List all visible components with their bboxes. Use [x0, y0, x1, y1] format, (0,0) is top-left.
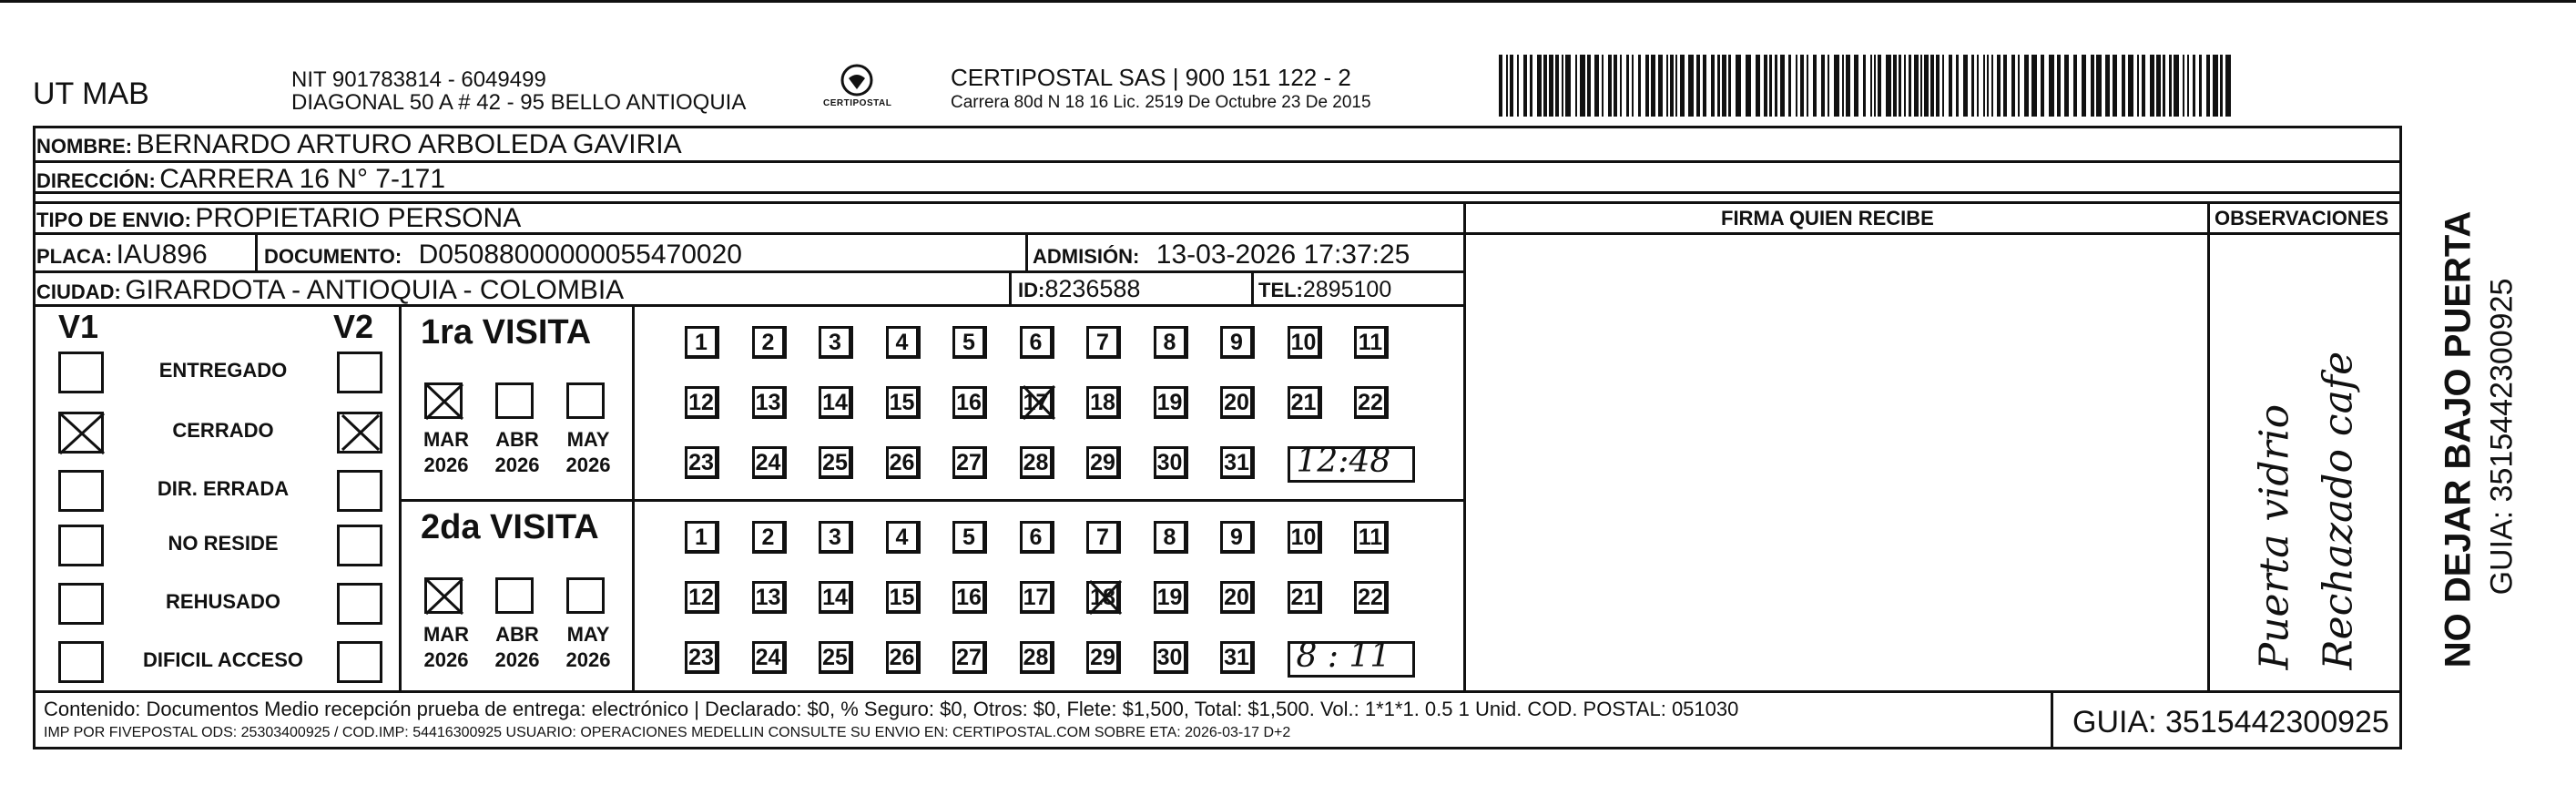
- barcode-bar: [2142, 55, 2145, 117]
- calendar-day-mark: [1022, 384, 1056, 421]
- barcode-bar: [2225, 55, 2231, 117]
- barcode-bar: [2011, 55, 2015, 117]
- col-line: [1251, 272, 1254, 304]
- status-v2-checkbox: [337, 352, 382, 393]
- barcode-bar: [1977, 55, 1979, 117]
- tel-field: [1258, 277, 1391, 303]
- status-label: NO RESIDE: [168, 532, 279, 555]
- calendar-day: 5: [952, 326, 987, 359]
- barcode-bar: [1666, 55, 1668, 117]
- barcode-bar: [1780, 55, 1785, 117]
- calendar-day: 4: [886, 326, 921, 359]
- visit-title: 1ra VISITA: [421, 313, 592, 352]
- visit-month-checkbox: [566, 382, 605, 419]
- calendar-day: 17: [1020, 581, 1054, 614]
- barcode-bar: [2163, 55, 2165, 117]
- barcode-bar: [2031, 55, 2037, 117]
- visit-year: 2026: [423, 648, 469, 671]
- barcode-bar: [2073, 55, 2077, 117]
- barcode-bar: [1703, 55, 1706, 117]
- barcode-bar: [1530, 55, 1532, 117]
- barcode-bar: [1722, 55, 1726, 117]
- barcode: [1499, 55, 2227, 117]
- barcode-bar: [1736, 55, 1741, 117]
- barcode-bar: [1658, 55, 1663, 117]
- tel-value: 2895100: [1302, 277, 1392, 302]
- calendar-day: 3: [819, 521, 853, 554]
- visit-month: ABR: [495, 428, 539, 451]
- calendar-day: 20: [1220, 386, 1255, 419]
- calendar-day: 6: [1020, 521, 1054, 554]
- status-v2-check-mark: [341, 413, 381, 452]
- calendar-day: 10: [1288, 326, 1322, 359]
- barcode-bar: [2041, 55, 2044, 117]
- barcode-bar: [1997, 55, 2001, 117]
- barcode-bar: [2150, 55, 2154, 117]
- tipo-field: [36, 203, 521, 234]
- barcode-bar: [1834, 55, 1839, 117]
- barcode-bar: [1821, 55, 1825, 117]
- barcode-bar: [1580, 55, 1585, 117]
- direccion-label: DIRECCIÓN:: [36, 169, 156, 192]
- barcode-bar: [2137, 55, 2139, 117]
- status-v2-checkbox: [337, 583, 382, 625]
- barcode-bar: [2199, 55, 2202, 117]
- calendar-day: 16: [952, 386, 987, 419]
- status-label: REHUSADO: [166, 590, 280, 613]
- barcode-bar: [1893, 55, 1897, 117]
- calendar-day: 21: [1288, 386, 1322, 419]
- visit-time: 12:48: [1296, 443, 1391, 480]
- status-v1-checkbox: [58, 583, 104, 625]
- barcode-bar: [1878, 55, 1881, 117]
- calendar-day: 2: [752, 326, 787, 359]
- obs-line-2: Rechazado cafe: [2315, 351, 2362, 670]
- documento-field: [264, 240, 742, 270]
- barcode-bar: [1904, 55, 1906, 117]
- direccion-value: CARRERA 16 N° 7-171: [159, 164, 446, 194]
- carrier-name: CERTIPOSTAL SAS | 900 151 122 - 2: [951, 64, 1351, 91]
- barcode-bar: [1930, 55, 1934, 117]
- calendar-day: 15: [886, 581, 921, 614]
- barcode-bar: [1728, 55, 1731, 117]
- side-guia: GUIA: 3515442300925: [2484, 278, 2520, 596]
- visit-month-check-mark: [424, 577, 464, 616]
- calendar-day-mark: [1088, 579, 1123, 616]
- barcode-bar: [1828, 55, 1829, 117]
- barcode-bar: [2113, 55, 2117, 117]
- status-v1-check-mark: [58, 412, 106, 455]
- status-v2-checkbox: [337, 641, 382, 683]
- calendar-day: 29: [1086, 641, 1121, 674]
- company-address: DIAGONAL 50 A # 42 - 95 BELLO ANTIOQUIA: [291, 90, 747, 115]
- barcode-bar: [1949, 55, 1952, 117]
- calendar-day: 9: [1220, 326, 1255, 359]
- row-line: [33, 160, 2402, 163]
- tipo-label: TIPO DE ENVIO:: [36, 209, 191, 231]
- barcode-bar: [1626, 55, 1629, 117]
- barcode-bar: [1575, 55, 1577, 117]
- visit-month: MAR: [423, 623, 470, 646]
- barcode-bar: [2091, 55, 2094, 117]
- barcode-bar: [1562, 55, 1563, 117]
- placa-value: IAU896: [116, 240, 208, 270]
- v2-header: V2: [333, 308, 374, 345]
- barcode-bar: [1846, 55, 1850, 117]
- calendar-day: 19: [1154, 581, 1188, 614]
- visit-month-checkbox: [495, 382, 534, 419]
- barcode-bar: [2128, 55, 2133, 117]
- v1-header: V1: [58, 308, 99, 345]
- nombre-label: NOMBRE:: [36, 135, 133, 158]
- row-line: [399, 499, 1464, 502]
- calendar-day: 17: [1020, 386, 1054, 419]
- row-line: [33, 690, 2402, 693]
- barcode-bar: [1788, 55, 1791, 117]
- barcode-bar: [2049, 55, 2054, 117]
- tel-label: TEL:: [1258, 279, 1303, 301]
- admision-label: ADMISIÓN:: [1033, 245, 1140, 268]
- observaciones-notes: [2220, 301, 2384, 683]
- certipostal-logo: [823, 62, 892, 115]
- barcode-bar: [2220, 55, 2223, 117]
- barcode-bar: [1675, 55, 1677, 117]
- barcode-bar: [1769, 55, 1772, 117]
- barcode-bar: [1800, 55, 1804, 117]
- barcode-bar: [1746, 55, 1751, 117]
- barcode-bar: [1645, 55, 1649, 117]
- calendar-day: 15: [886, 386, 921, 419]
- barcode-bar: [2156, 55, 2161, 117]
- visit-year: 2026: [565, 648, 611, 671]
- barcode-bar: [1680, 55, 1685, 117]
- documento-value: D05088000000055470020: [418, 240, 742, 270]
- ciudad-field: [36, 275, 624, 306]
- company-nit: NIT 901783814 - 6049499: [291, 67, 546, 92]
- barcode-bar: [1796, 55, 1797, 117]
- imp-text: IMP POR FIVEPOSTAL ODS: 25303400925 / COD.IMP: 54416300925 USUARIO: OPERACIONES MEDELLIN CONSULTE SU ENVIO EN: CERTIPOSTAL.COM SOBRE ETA: 2026-03-17 D+2: [44, 725, 1291, 740]
- status-label: CERRADO: [172, 419, 274, 442]
- calendar-day: 7: [1086, 521, 1121, 554]
- visit-month-checkbox: [566, 577, 605, 614]
- barcode-bar: [1807, 55, 1808, 117]
- col-line: [255, 235, 258, 270]
- barcode-bar: [1909, 55, 1911, 117]
- firma-header: FIRMA QUIEN RECIBE: [1721, 207, 1934, 229]
- barcode-bar: [2096, 55, 2102, 117]
- barcode-bar: [2057, 55, 2061, 117]
- barcode-bar: [2018, 55, 2020, 117]
- barcode-bar: [2105, 55, 2110, 117]
- barcode-bar: [1543, 55, 1547, 117]
- barcode-bar: [1594, 55, 1599, 117]
- calendar-day: 23: [685, 641, 719, 674]
- footer-guia: GUIA: 3515442300925: [2072, 705, 2389, 739]
- calendar-day: 27: [952, 446, 987, 479]
- visit-month: MAR: [423, 428, 470, 451]
- calendar-day: 25: [819, 641, 853, 674]
- status-v1-checkbox: [58, 352, 104, 393]
- calendar-day: 10: [1288, 521, 1322, 554]
- calendar-day: 20: [1220, 581, 1255, 614]
- company-name: UT MAB: [33, 76, 149, 111]
- visit-year: 2026: [565, 454, 611, 476]
- calendar-day: 3: [819, 326, 853, 359]
- nombre-field: [36, 129, 682, 160]
- barcode-bar: [1608, 55, 1612, 117]
- status-v1-checkbox: [58, 525, 104, 566]
- calendar-day: 11: [1354, 326, 1389, 359]
- barcode-bar: [1863, 55, 1866, 117]
- barcode-bar: [1555, 55, 1559, 117]
- ciudad-value: GIRARDOTA - ANTIOQUIA - COLOMBIA: [125, 275, 625, 305]
- barcode-bar: [1924, 55, 1929, 117]
- barcode-image: [1499, 55, 2227, 117]
- visit-month: MAY: [566, 428, 610, 451]
- barcode-bar: [1717, 55, 1720, 117]
- barcode-bar: [2206, 55, 2210, 117]
- calendar-day: 22: [1354, 581, 1389, 614]
- calendar-day: 4: [886, 521, 921, 554]
- col-line: [1009, 272, 1012, 304]
- barcode-bar: [1651, 55, 1655, 117]
- barcode-bar: [1983, 55, 1985, 117]
- admision-field: [1033, 240, 1410, 270]
- status-label: DIFICIL ACCESO: [142, 648, 303, 671]
- barcode-bar: [1499, 55, 1502, 117]
- barcode-bar: [1987, 55, 1989, 117]
- barcode-bar: [2193, 55, 2195, 117]
- col-line: [2051, 690, 2053, 749]
- barcode-bar: [1696, 55, 1700, 117]
- calendar-day: 9: [1220, 521, 1255, 554]
- calendar-day: 21: [1288, 581, 1322, 614]
- visit-time: 8 : 11: [1296, 637, 1391, 675]
- barcode-bar: [2169, 55, 2172, 117]
- barcode-bar: [1620, 55, 1622, 117]
- calendar-day: 19: [1154, 386, 1188, 419]
- barcode-bar: [1688, 55, 1694, 117]
- status-label: ENTREGADO: [158, 359, 288, 382]
- barcode-bar: [2174, 55, 2179, 117]
- visit-year: 2026: [423, 454, 469, 476]
- barcode-bar: [2213, 55, 2218, 117]
- status-v2-checkbox: [337, 525, 382, 566]
- barcode-bar: [1602, 55, 1604, 117]
- calendar-day: 18: [1086, 581, 1121, 614]
- barcode-bar: [1813, 55, 1817, 117]
- direccion-field: [36, 164, 445, 195]
- visit-title: 2da VISITA: [421, 508, 599, 546]
- barcode-bar: [1899, 55, 1901, 117]
- calendar-day: 26: [886, 446, 921, 479]
- visit-month: ABR: [495, 623, 539, 646]
- calendar-day: 24: [752, 641, 787, 674]
- barcode-bar: [1510, 55, 1513, 117]
- observaciones-header: OBSERVACIONES: [2215, 207, 2389, 229]
- calendar-day: 22: [1354, 386, 1389, 419]
- col-line: [1025, 235, 1028, 270]
- calendar-day: 30: [1154, 446, 1188, 479]
- calendar-day: 16: [952, 581, 987, 614]
- calendar-day: 8: [1154, 521, 1188, 554]
- barcode-bar: [2183, 55, 2184, 117]
- barcode-bar: [1963, 55, 1968, 117]
- visit-month-check-mark: [424, 382, 464, 421]
- calendar-day: 7: [1086, 326, 1121, 359]
- visit-month: MAY: [566, 623, 610, 646]
- ciudad-label: CIUDAD:: [36, 280, 121, 303]
- barcode-bar: [2187, 55, 2189, 117]
- top-rule: [0, 0, 2576, 3]
- barcode-bar: [1632, 55, 1634, 117]
- barcode-bar: [1775, 55, 1777, 117]
- barcode-bar: [2024, 55, 2029, 117]
- calendar-day: 24: [752, 446, 787, 479]
- barcode-bar: [1870, 55, 1872, 117]
- col-line: [632, 306, 635, 690]
- calendar-day: 12: [685, 581, 719, 614]
- calendar-day: 31: [1220, 446, 1255, 479]
- barcode-bar: [1517, 55, 1519, 117]
- status-v1-checkbox: [58, 470, 104, 512]
- visit-month-checkbox: [495, 577, 534, 614]
- barcode-bar: [1711, 55, 1715, 117]
- calendar-day: 27: [952, 641, 987, 674]
- barcode-bar: [1506, 55, 1508, 117]
- barcode-bar: [1920, 55, 1922, 117]
- contenido-text: Contenido: Documentos Medio recepción prueba de entrega: electrónico | Declarado: $0, % Seguro: $0, Otros: $0, Flete: $1,500, Total: $1,500. Vol.: 1*1*1. 0.5 1 Unid. COD. POSTAL: 051030: [44, 698, 1739, 720]
- calendar-day: 28: [1020, 641, 1054, 674]
- calendar-day: 14: [819, 386, 853, 419]
- col-line: [2207, 201, 2210, 692]
- calendar-day: 25: [819, 446, 853, 479]
- calendar-day: 13: [752, 581, 787, 614]
- barcode-bar: [2122, 55, 2125, 117]
- carrier-address: Carrera 80d N 18 16 Lic. 2519 De Octubre 23 De 2015: [951, 93, 1371, 112]
- col-line: [399, 306, 402, 690]
- barcode-bar: [1854, 55, 1858, 117]
- calendar-day: 31: [1220, 641, 1255, 674]
- barcode-bar: [1886, 55, 1891, 117]
- calendar-day: 30: [1154, 641, 1188, 674]
- barcode-bar: [1614, 55, 1617, 117]
- barcode-bar: [1874, 55, 1876, 117]
- col-line: [1463, 201, 1466, 692]
- barcode-bar: [1756, 55, 1760, 117]
- calendar-day: 1: [685, 326, 719, 359]
- barcode-bar: [1638, 55, 1641, 117]
- barcode-bar: [1565, 55, 1571, 117]
- barcode-bar: [1537, 55, 1542, 117]
- barcode-bar: [1764, 55, 1767, 117]
- calendar-day: 26: [886, 641, 921, 674]
- barcode-bar: [1587, 55, 1591, 117]
- admision-value: 13-03-2026 17:37:25: [1156, 240, 1410, 270]
- barcode-bar: [1549, 55, 1553, 117]
- barcode-bar: [2082, 55, 2086, 117]
- id-label: ID:: [1018, 279, 1045, 301]
- barcode-bar: [1936, 55, 1940, 117]
- calendar-day: 28: [1020, 446, 1054, 479]
- calendar-day: 18: [1086, 386, 1121, 419]
- barcode-bar: [1842, 55, 1844, 117]
- barcode-bar: [2064, 55, 2069, 117]
- calendar-day: 29: [1086, 446, 1121, 479]
- calendar-day: 11: [1354, 521, 1389, 554]
- barcode-bar: [1670, 55, 1674, 117]
- calendar-day: 23: [685, 446, 719, 479]
- status-v2-checkbox: [337, 470, 382, 512]
- logo-text: CERTIPOSTAL: [823, 98, 892, 108]
- warning-text: NO DEJAR BAJO PUERTA: [2438, 210, 2479, 668]
- visit-year: 2026: [494, 454, 540, 476]
- barcode-bar: [1914, 55, 1919, 117]
- calendar-day: 14: [819, 581, 853, 614]
- calendar-day: 5: [952, 521, 987, 554]
- calendar-day: 13: [752, 386, 787, 419]
- calendar-day: 6: [1020, 326, 1054, 359]
- nombre-value: BERNARDO ARTURO ARBOLEDA GAVIRIA: [136, 129, 682, 159]
- barcode-bar: [1991, 55, 1993, 117]
- tipo-value: PROPIETARIO PERSONA: [195, 203, 522, 233]
- id-value: 8236588: [1044, 275, 1141, 302]
- barcode-bar: [1971, 55, 1974, 117]
- calendar-day: 8: [1154, 326, 1188, 359]
- status-label: DIR. ERRADA: [157, 477, 290, 500]
- placa-field: [36, 240, 208, 270]
- placa-label: PLACA:: [36, 245, 113, 268]
- barcode-bar: [1523, 55, 1527, 117]
- calendar-day: 1: [685, 521, 719, 554]
- barcode-bar: [1942, 55, 1944, 117]
- barcode-bar: [1956, 55, 1959, 117]
- status-v1-checkbox: [58, 641, 104, 683]
- barcode-bar: [2003, 55, 2007, 117]
- col-header-line: [1465, 232, 2402, 235]
- visit-year: 2026: [494, 648, 540, 671]
- obs-line-1: Puerta vidrio: [2251, 403, 2298, 670]
- documento-label: DOCUMENTO:: [264, 245, 402, 268]
- calendar-day: 2: [752, 521, 787, 554]
- calendar-day: 12: [685, 386, 719, 419]
- id-field: [1018, 275, 1140, 303]
